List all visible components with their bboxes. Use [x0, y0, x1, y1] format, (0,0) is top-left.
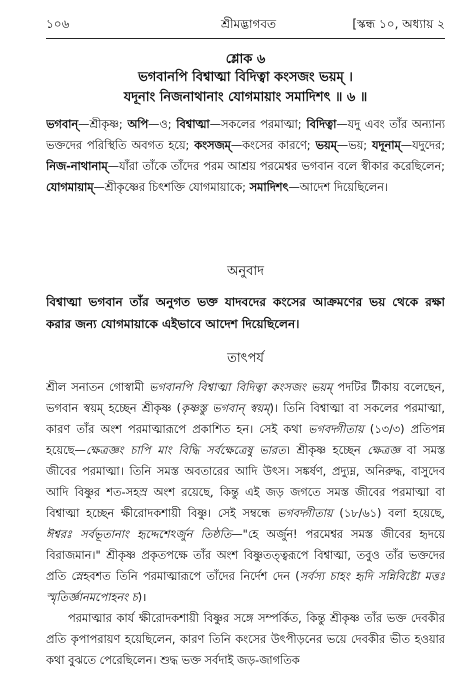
verse-line-1: ভগবানপি বিশ্বাত্মা বিদিত্বা কংসজং ভয়ম্ ।: [138, 70, 353, 85]
synonym-item: বিদিত্বা—যদু এবং তাঁর অন্যান্য ভক্তদের পরিস্থিতি অবগত হয়ে;: [46, 118, 445, 152]
purport-text: (১৩/৩) প্রতিপন্ন হয়েছে—: [46, 423, 445, 457]
synonym-word: ভগবান্: [46, 118, 79, 131]
synonym-meaning: ও;: [159, 118, 172, 131]
synonym-meaning: যদু এবং তাঁর অন্যান্য ভক্তদের পরিস্থিতি অবগত হয়ে;: [46, 118, 445, 152]
synonym-meaning: সকলের পরমাত্মা;: [220, 118, 302, 131]
synonym-item: বিশ্বাত্মা—সকলের পরমাত্মা;: [176, 118, 302, 131]
purport-text: )। তিনি বিশ্বাত্মা বা সকলের পরমাত্মা, কারণ তাঁর অংশ পরমাত্মারূপে প্রকাশিত হন। সেই কথা: [46, 402, 445, 436]
synonym-meaning: আদেশ দিয়েছিলেন।: [299, 181, 388, 194]
synonym-meaning: যদুদের;: [412, 139, 445, 152]
purport-paragraph-2: পরমাত্মার কার্য ক্ষীরোদকশায়ী বিষ্ণুর সঙ্গে সম্পর্কিত, কিন্তু শ্রীকৃষ্ণ তাঁর ভক্ত দেবকীর প্রতি কৃপাপরায়ণ হয়েছিলেন, কারণ তিনি কংসের উৎপীড়নের ভয়ে দেবকীর ভীত হওয়ার কথা বুঝতে পেরেছিলেন। শুদ্ধ ভক্ত সর্বদাই জড়-জাগতিক: [46, 612, 445, 667]
synonym-meaning: যাঁরা তাঁকে তাঁদের পরম আশ্রয় পরমেশ্বর ভগবান বলে স্বীকার করেছিলেন;: [118, 160, 445, 173]
scripture-name: ভগবদ্গীতায়: [276, 507, 333, 520]
sanskrit-quote: কৃষ্ণস্তু ভগবান্ স্বয়ম্: [181, 402, 270, 415]
sanskrit-quote: ঈশ্বরঃ সর্বভূতানাং হৃদ্দেশেঽর্জুন তিষ্ঠতি: [46, 528, 232, 541]
synonym-item: কংসজম্—কংসের কারণে;: [194, 139, 311, 152]
purport-text: । শ্রীকৃষ্ণ হচ্ছেন: [285, 444, 368, 457]
header-rule: [46, 38, 445, 39]
purport-text: শ্রীল সনাতন গোস্বামী: [46, 381, 150, 394]
purport-text: —"হে অর্জুন! পরমেশ্বর সমস্ত জীবের হৃদয়ে বিরাজমান।" শ্রীকৃষ্ণ প্রকৃতপক্ষে তাঁর অংশ বিষ্ণুতত্ত্বরূপে বিশ্বাত্মা, তবুও তাঁর ভক্তদের প্রতি স্নেহবশত তিনি পরমাত্মারূপে তাঁদের নির্দেশ দেন (: [46, 528, 445, 583]
book-title: শ্রীমদ্ভাগবত: [221, 17, 277, 31]
translation-heading: অনুবাদ: [227, 264, 264, 279]
synonym-word: সমাদিশৎ: [249, 181, 289, 194]
synonym-item: ভগবান্—শ্রীকৃষ্ণ;: [46, 118, 123, 131]
purport: [46, 377, 445, 687]
synonym-word: কংসজম্: [194, 139, 231, 152]
purport-text: পদটির টীকায় বলেছেন, ভগবান স্বয়ম্ হচ্ছেন শ্রীকৃষ্ণ (: [46, 381, 445, 415]
sanskrit-term: ক্ষেত্রজ্ঞ: [367, 444, 401, 457]
verse-title: শ্লোক ৬: [225, 52, 266, 67]
synonym-item: অপি—ও;: [127, 118, 172, 131]
synonym-meaning: ভয়;: [348, 139, 368, 152]
verse-line-2: যদূনাং নিজনাথানাং যোগমায়াং সমাদিশৎ ॥ ৬ ॥: [123, 90, 368, 105]
synonym-word: বিদিত্বা: [306, 118, 337, 131]
canto-chapter: [স্কন্ধ ১০, অধ্যায় ২: [352, 17, 445, 31]
purport-text: বা সমস্ত জীবের পরমাত্মা। তিনি সমস্ত অবতারের আদি উৎস। সঙ্কর্ষণ, প্রদ্যুম্ন, অনিরুদ্ধ, বাসুদেব আদি বিষ্ণুর শত-সহস্র অংশ রয়েছে, কিন্তু এই জড় জগতে সমস্ত জীবের পরমাত্মা বা বিশ্বাত্মা হচ্ছেন ক্ষীরোদকশায়ী বিষ্ণু। সেই সম্বন্ধে: [46, 444, 445, 520]
synonym-word: যদূনাম্: [372, 139, 401, 152]
sanskrit-quote: ভগবানপি বিশ্বাত্মা বিদিত্বা কংসজং ভয়ম্: [149, 381, 333, 394]
sanskrit-quote: ক্ষেত্রজ্ঞং চাপি মাং বিদ্ধি সর্বক্ষেত্রেষু ভারত: [85, 444, 286, 457]
page-header: [46, 16, 445, 36]
purport-paragraph-1: [46, 377, 445, 608]
synonym-word: অপি: [127, 118, 149, 131]
synonym-item: ভয়ম্—ভয়;: [315, 139, 368, 152]
page-number: ১০৬: [46, 17, 70, 31]
synonym-item: নিজ-নাথানাম্—যাঁরা তাঁকে তাঁদের পরম আশ্রয় পরমেশ্বর ভগবান বলে স্বীকার করেছিলেন;: [46, 160, 445, 173]
synonym-word: নিজ-নাথানাম্: [46, 160, 108, 173]
synonym-item: যদূনাম্—যদুদের;: [372, 139, 445, 152]
synonym-word: ভয়ম্: [315, 139, 337, 152]
purport-heading: তাৎপর্য: [227, 351, 264, 366]
synonym-meaning: কংসের কারণে;: [242, 139, 311, 152]
sanskrit-quote: সর্বস্য চাহং হৃদি সন্নিবিষ্টো মত্তঃ স্মৃতির্জ্ঞানমপোহনং চ: [46, 570, 445, 604]
scripture-name: ভগবদ্গীতায়: [308, 423, 364, 436]
synonym-meaning: শ্রীকৃষ্ণ;: [89, 118, 123, 131]
synonym-word: বিশ্বাত্মা: [176, 118, 210, 131]
synonym-word: যোগমায়াম্: [46, 181, 94, 194]
purport-text: (১৮/৬১) বলা হয়েছে,: [332, 507, 445, 520]
purport-text: )।: [137, 591, 147, 604]
synonym-meaning: শ্রীকৃষ্ণের চিৎশক্তি যোগমায়াকে;: [104, 181, 246, 194]
synonym-item: সমাদিশৎ—আদেশ দিয়েছিলেন।: [249, 181, 388, 194]
translation: বিশ্বাত্মা ভগবান তাঁর অনুগত ভক্ত যাদবদের কংসের আক্রমণের ভয় থেকে রক্ষা করার জন্য যোগমায়াকে এইভাবে আদেশ দিয়েছিলেন।: [46, 295, 445, 331]
synonyms: [46, 114, 445, 240]
synonym-item: যোগমায়াম্—শ্রীকৃষ্ণের চিৎশক্তি যোগমায়াকে;: [46, 181, 246, 194]
